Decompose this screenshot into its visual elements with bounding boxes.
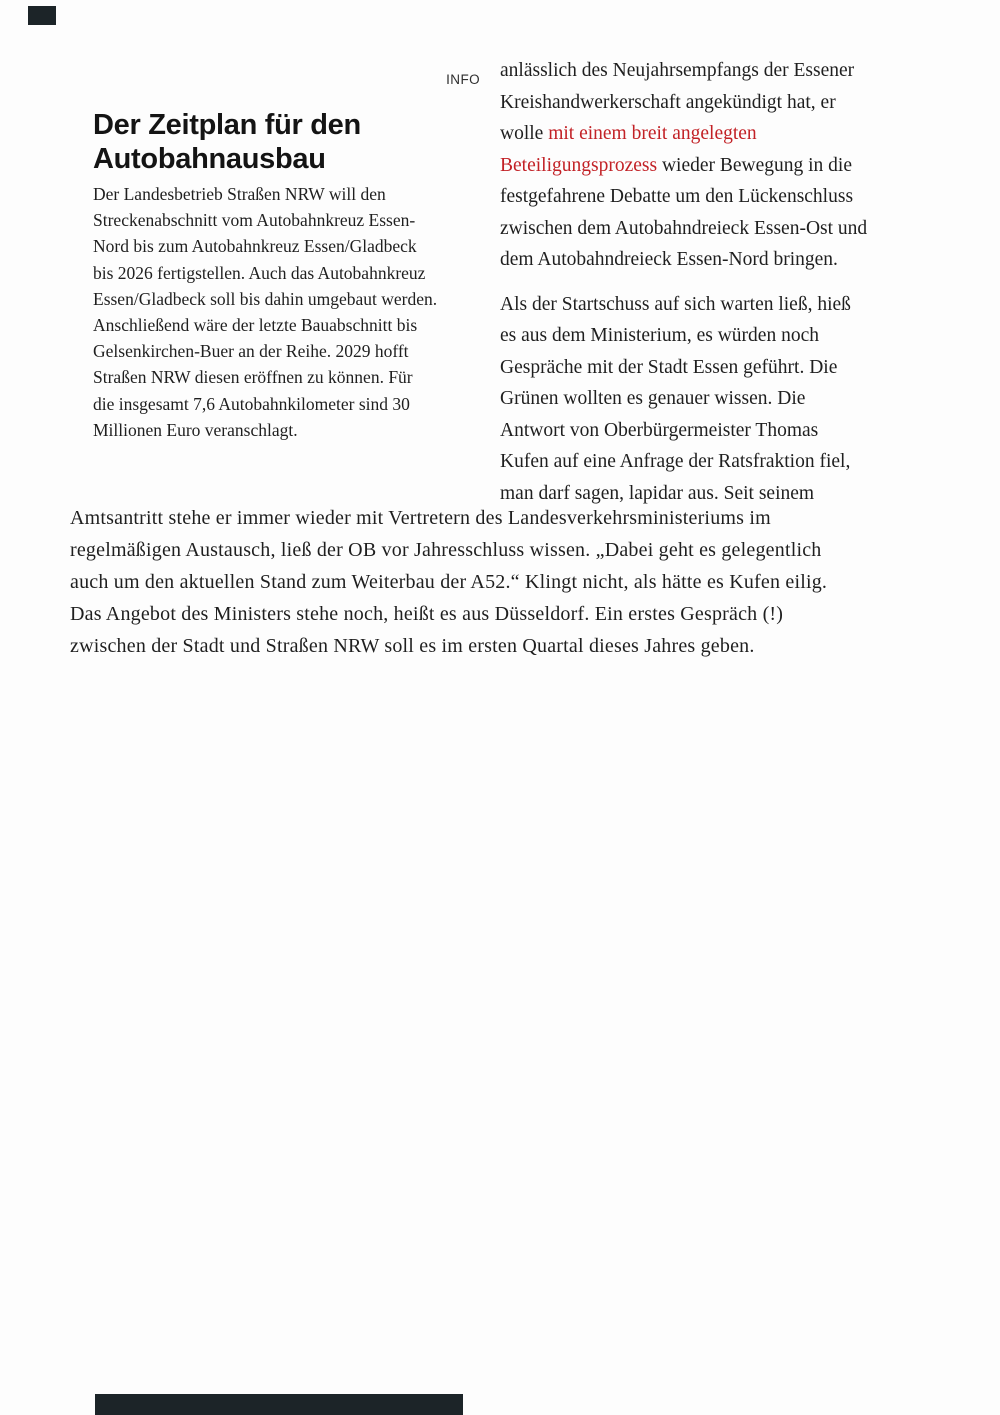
article-full-width-block bbox=[70, 507, 1000, 667]
cropped-photo-edge-top-left bbox=[28, 6, 56, 25]
article-text-line: Amtsantritt stehe er immer wieder mit Vertretern des Landesverkehrsministeriums im bbox=[70, 507, 771, 529]
article-text-line bbox=[500, 92, 940, 124]
article-text: wieder Bewegung in die bbox=[657, 154, 853, 176]
article-text-line bbox=[500, 294, 940, 326]
article-text-line bbox=[500, 451, 940, 483]
article-text-line bbox=[500, 123, 940, 155]
article-link[interactable]: mit einem breit angelegten bbox=[548, 123, 757, 144]
article-text-line: auch um den aktuellen Stand zum Weiterbau der A52.“ Klingt nicht, als hätte es Kufen eilig. bbox=[70, 571, 828, 593]
info-box-heading: Der Zeitplan für den Autobahnausbau bbox=[93, 109, 361, 175]
article-text: zwischen dem Autobahndreieck Essen-Ost und bbox=[500, 217, 868, 239]
article-text: Als der Startschuss auf sich warten ließ, hieß bbox=[500, 293, 851, 315]
info-kicker-label: INFO bbox=[446, 72, 480, 87]
article-text-line bbox=[500, 218, 940, 250]
article-link[interactable]: Beteiligungsprozess bbox=[500, 154, 658, 176]
article-text: Gespräche mit der Stadt Essen geführt. Die bbox=[500, 356, 838, 378]
article-text-line bbox=[500, 249, 940, 281]
article-text: Kreishandwerkerschaft angekündigt hat, er bbox=[500, 91, 836, 113]
info-box-text-line: Nord bis zum Autobahnkreuz Essen/Gladbeck bbox=[93, 236, 417, 257]
article-text: dem Autobahndreieck Essen-Nord bringen. bbox=[500, 249, 838, 270]
info-box-text-line: bis 2026 fertigstellen. Auch das Autobahnkreuz bbox=[93, 262, 426, 283]
article-text: wolle bbox=[500, 123, 549, 144]
info-box-body bbox=[93, 184, 493, 446]
article-text-line: zwischen der Stadt und Straßen NRW soll es im ersten Quartal dieses Jahres geben. bbox=[70, 635, 755, 657]
article-text-line bbox=[500, 420, 940, 452]
article-text: es aus dem Ministerium, es würden noch bbox=[500, 325, 819, 346]
article-text: Kufen auf eine Anfrage der Ratsfraktion fiel, bbox=[500, 451, 851, 472]
article-text-line: regelmäßigen Austausch, ließ der OB vor Jahresschluss wissen. „Dabei geht es gelegentlich bbox=[70, 539, 822, 561]
article-text-line bbox=[500, 388, 940, 420]
info-box-text-line: Essen/Gladbeck soll bis dahin umgebaut werden. bbox=[93, 288, 438, 309]
info-box-text-line: Streckenabschnitt vom Autobahnkreuz Essen- bbox=[93, 210, 416, 231]
article-text-line bbox=[500, 357, 940, 389]
article-text-line bbox=[500, 186, 940, 218]
info-box-text-line: Anschließend wäre der letzte Bauabschnitt bis bbox=[93, 314, 418, 335]
info-box-text-line: Straßen NRW diesen eröffnen zu können. Für bbox=[93, 367, 413, 388]
article-text-line bbox=[500, 325, 940, 357]
article-text: Grünen wollten es genauer wissen. Die bbox=[500, 388, 806, 409]
article-text-line bbox=[500, 60, 940, 92]
info-box-text-line: Millionen Euro veranschlagt. bbox=[93, 419, 298, 440]
article-text-line: Das Angebot des Ministers stehe noch, heißt es aus Düsseldorf. Ein erstes Gespräch (!) bbox=[70, 603, 784, 625]
article-column bbox=[500, 60, 940, 514]
info-box-text-line: Der Landesbetrieb Straßen NRW will den bbox=[93, 184, 386, 204]
cropped-photo-edge-bottom bbox=[95, 1394, 463, 1415]
article-text-line bbox=[500, 155, 940, 187]
article-text: man darf sagen, lapidar aus. Seit seinem bbox=[500, 482, 815, 504]
info-box-text-line: Gelsenkirchen-Buer an der Reihe. 2029 hofft bbox=[93, 341, 409, 362]
article-text: festgefahrene Debatte um den Lückenschluss bbox=[500, 186, 854, 207]
info-box-text-line: die insgesamt 7,6 Autobahnkilometer sind 30 bbox=[93, 393, 410, 414]
article-text: anlässlich des Neujahrsempfangs der Essener bbox=[500, 60, 855, 81]
article-text: Antwort von Oberbürgermeister Thomas bbox=[500, 419, 819, 441]
